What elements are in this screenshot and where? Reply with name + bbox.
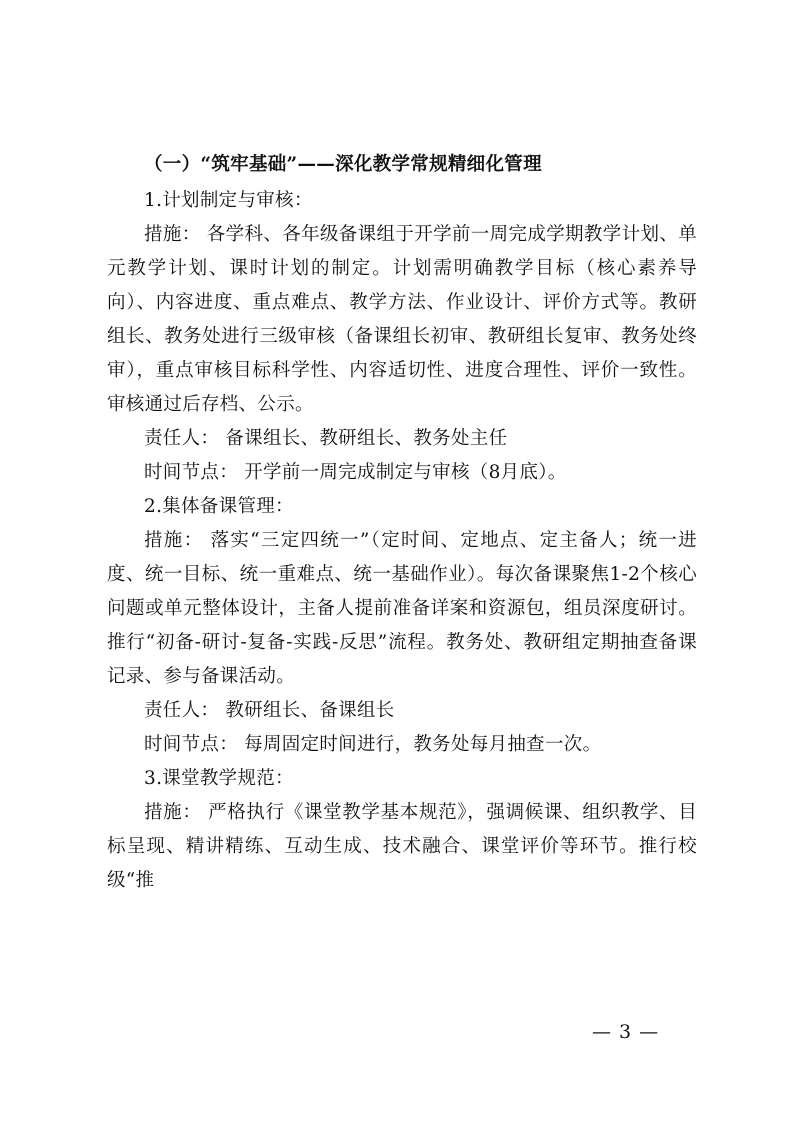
section-heading: （一）“筑牢基础”——深化教学常规精细化管理 — [144, 154, 542, 175]
item-2-title: 2.集体备课管理： — [144, 496, 294, 517]
document-body — [107, 148, 697, 898]
item-3-measures: 措施： 严格执行《课堂教学基本规范》，强调候课、组织教学、目标呈现、精讲精练、互动生成、技术融合、课堂评价等环节。推行校级“推 — [107, 802, 697, 891]
item-1-responsible: 责任人： 备课组长、教研组长、教务处主任 — [144, 428, 508, 449]
item-3-title: 3.课堂教学规范： — [144, 768, 294, 789]
item-1-timeline: 时间节点： 开学前一周完成制定与审核（8月底）。 — [144, 462, 567, 483]
page-number: — 3 — — [592, 1021, 660, 1043]
item-2-timeline: 时间节点： 每周固定时间进行，教务处每月抽查一次。 — [144, 734, 602, 755]
item-1-title: 1.计划制定与审核： — [144, 190, 313, 211]
item-1-measures: 措施： 各学科、各年级备课组于开学前一周完成学期教学计划、单元教学计划、课时计划的制定。计划需明确教学目标（核心素养导向）、内容进度、重点难点、教学方法、作业设计、评价方式等。教研组长、教务处进行三级审核（备课组长初审、教研组长复审、教务处终审），重点审核目标科学性、内容适切性、进度合理性、评价一致性。审核通过后存档、公示。 — [107, 224, 697, 415]
item-2-responsible: 责任人： 教研组长、备课组长 — [144, 700, 395, 721]
item-2-measures: 措施： 落实“三定四统一”（定时间、定地点、定主备人；统一进度、统一目标、统一重难点、统一基础作业）。每次备课聚焦1-2个核心问题或单元整体设计，主备人提前准备详案和资源包，组员深度研讨。推行“初备-研讨-复备-实践-反思”流程。教务处、教研组定期抽查备课记录、参与备课活动。 — [107, 530, 697, 687]
